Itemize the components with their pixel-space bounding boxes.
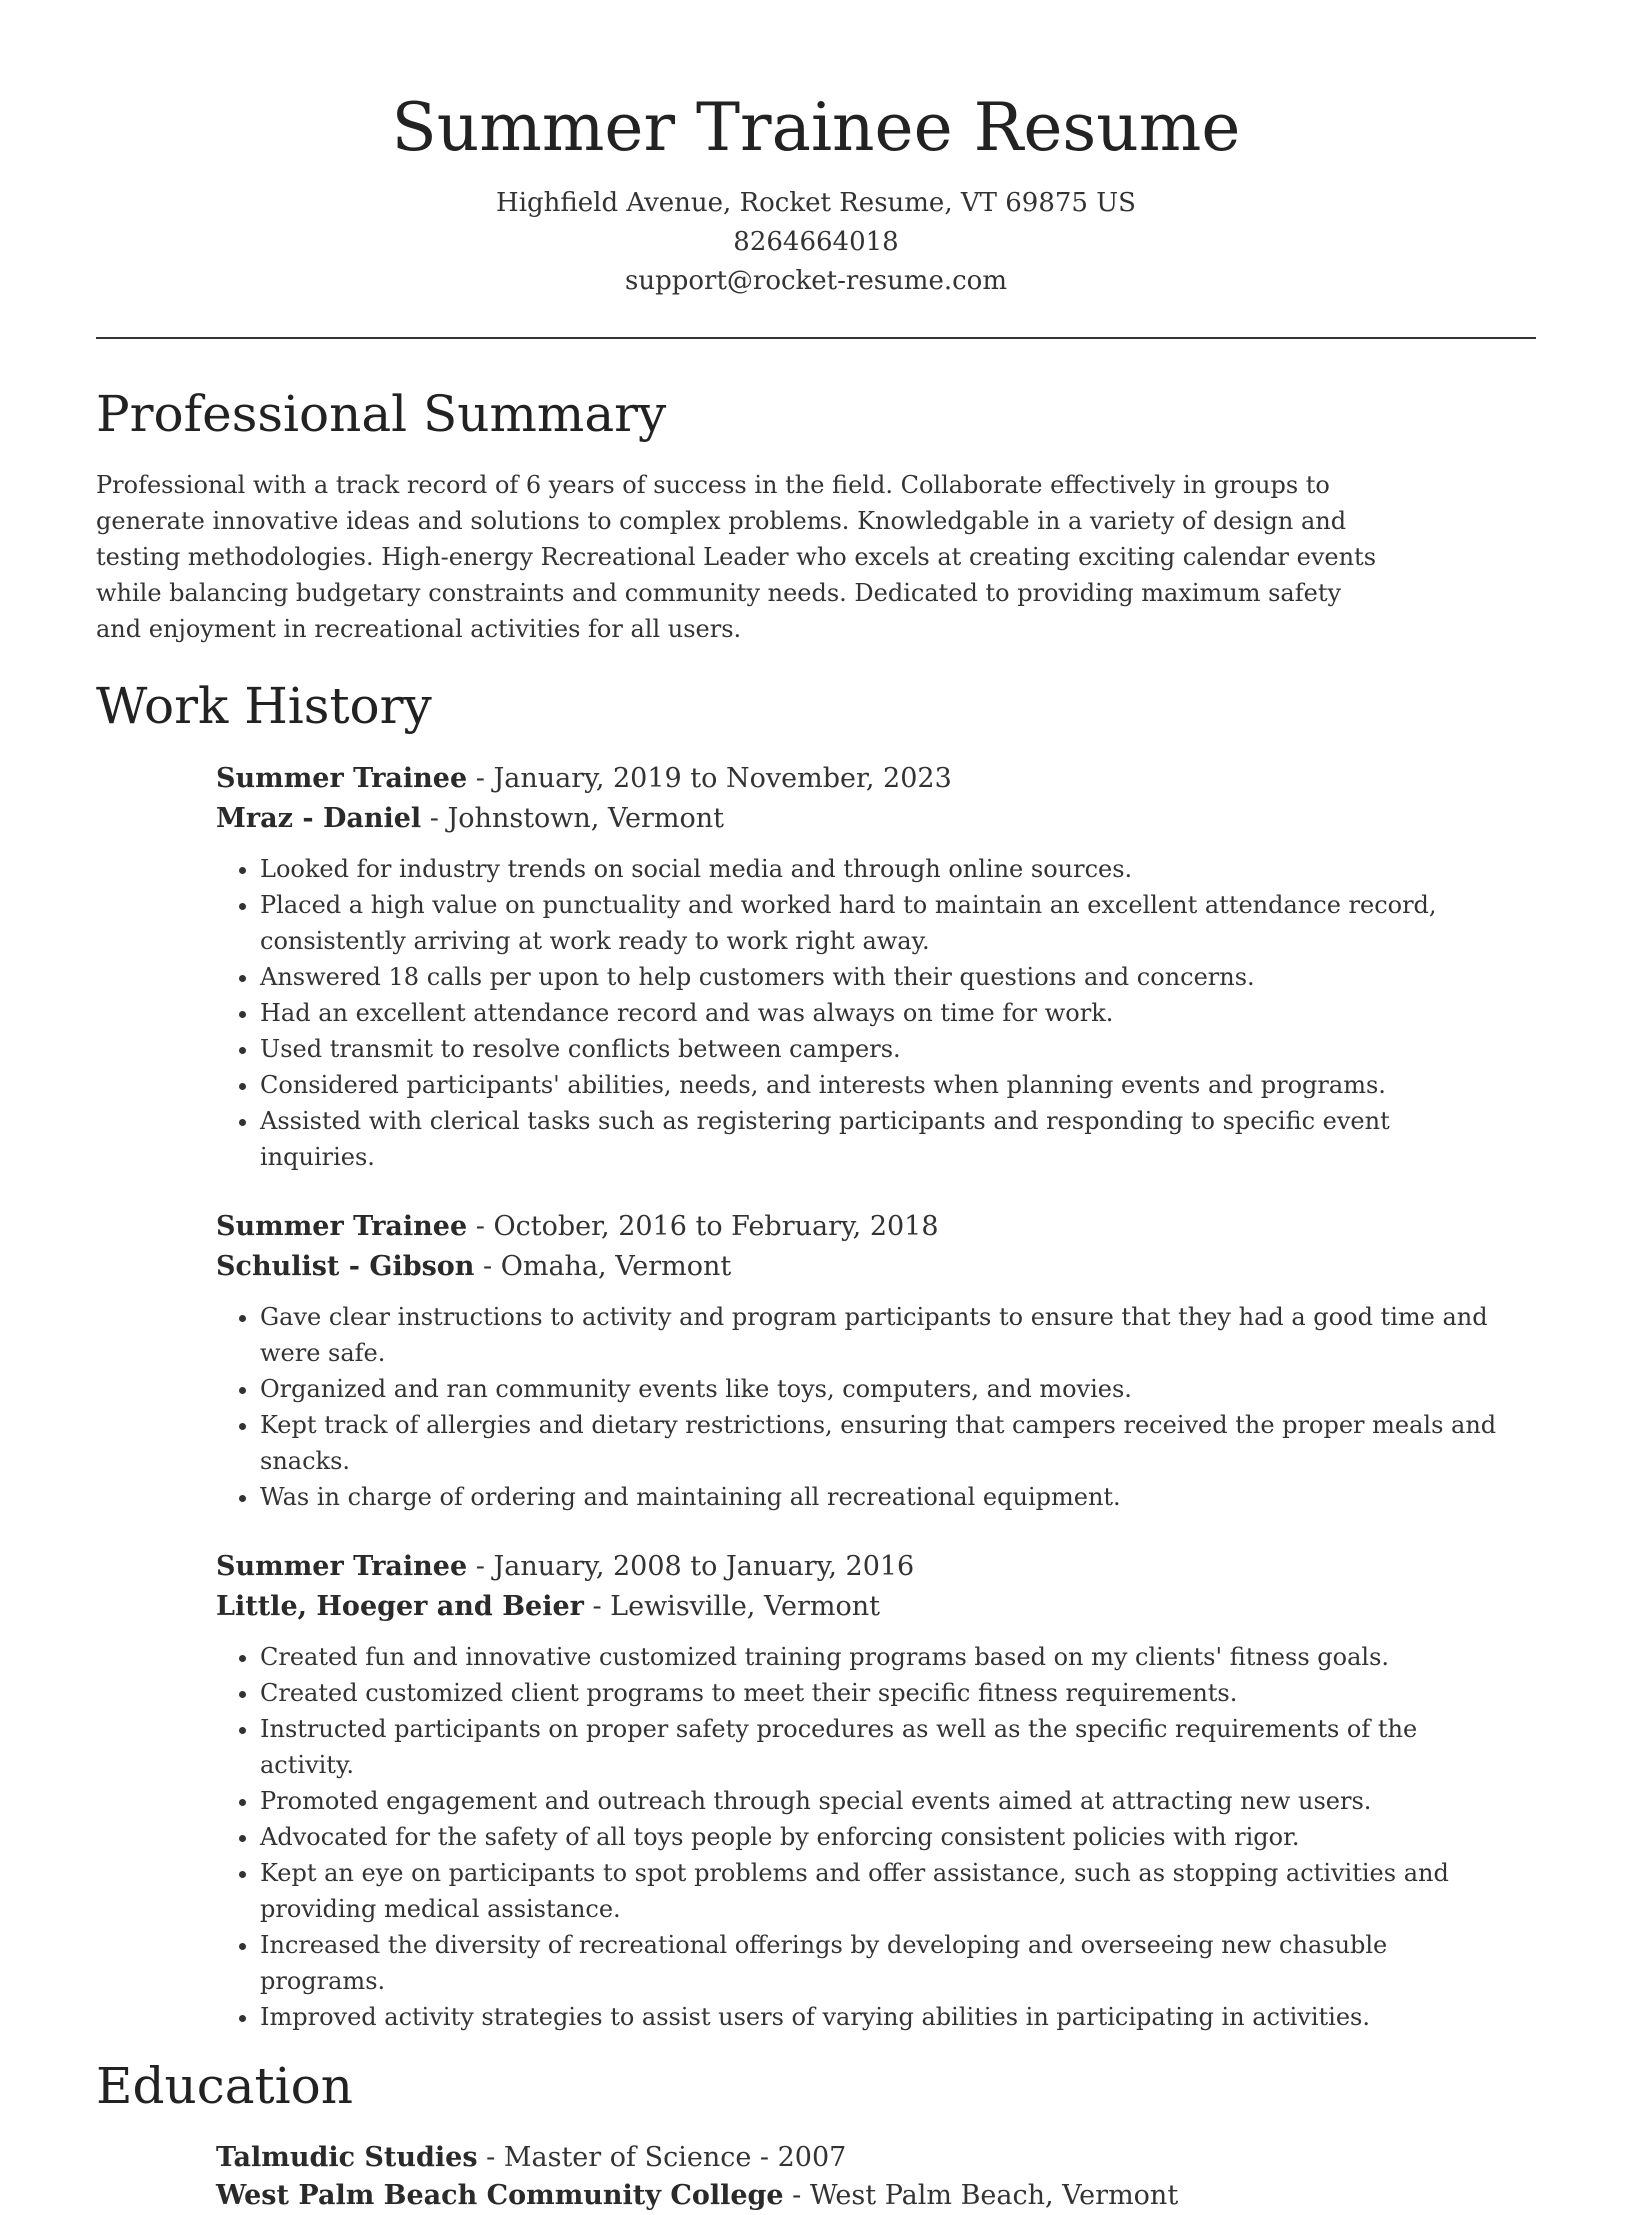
job-role: Summer Trainee bbox=[216, 763, 468, 794]
list-item: • Instructed participants on proper safety procedures as well as the specific requirements of the activity. bbox=[260, 1711, 1510, 1783]
section-title-summary: Professional Summary bbox=[96, 385, 667, 443]
list-item: • Used transmit to resolve conflicts between campers. bbox=[260, 1031, 1510, 1067]
list-item: • Was in charge of ordering and maintaining all recreational equipment. bbox=[260, 1479, 1510, 1515]
list-item: • Looked for industry trends on social media and through online sources. bbox=[260, 851, 1510, 887]
list-item: • Created customized client programs to meet their specific fitness requirements. bbox=[260, 1675, 1510, 1711]
job-location: - Lewisville, Vermont bbox=[583, 1591, 880, 1622]
resume-header bbox=[0, 0, 1632, 301]
section-title-work: Work History bbox=[96, 677, 432, 735]
job-bullets bbox=[216, 851, 1510, 1175]
summary-text: Professional with a track record of 6 years of success in the field. Collaborate effectively in groups to generate innovative ideas and solutions to complex problems. Knowledgable in a variety of design and testing methodologies. High-energy Recreational Leader who excels at creating exciting calendar events while balancing budgetary constraints and community needs. Dedicated to providing maximum safety and enjoyment in recreational activities for all users. bbox=[96, 471, 1377, 643]
list-item: • Advocated for the safety of all toys people by enforcing consistent policies with rigor. bbox=[260, 1819, 1510, 1855]
job-company: Mraz - Daniel bbox=[216, 803, 422, 834]
list-item: • Promoted engagement and outreach through special events aimed at attracting new users. bbox=[260, 1783, 1510, 1819]
list-item: • Organized and ran community events like toys, computers, and movies. bbox=[260, 1371, 1510, 1407]
header-divider bbox=[96, 337, 1536, 339]
list-item: • Improved activity strategies to assist users of varying abilities in participating in activities. bbox=[260, 1999, 1510, 2035]
job-title-line bbox=[216, 1547, 1536, 1587]
job-dates: - January, 2008 to January, 2016 bbox=[467, 1551, 915, 1582]
resume-title: Summer Trainee Resume bbox=[391, 89, 1241, 166]
school-name: West Palm Beach Community College bbox=[216, 2180, 784, 2211]
job-company-line bbox=[216, 1587, 1536, 1627]
job-dates: - January, 2019 to November, 2023 bbox=[467, 763, 952, 794]
degree-field: Talmudic Studies bbox=[216, 2142, 478, 2173]
job-location: - Omaha, Vermont bbox=[474, 1251, 732, 1282]
list-item: • Assisted with clerical tasks such as registering participants and responding to specific event inquiries. bbox=[260, 1103, 1510, 1175]
list-item: • Considered participants' abilities, needs, and interests when planning events and programs. bbox=[260, 1067, 1510, 1103]
education-entry bbox=[216, 2139, 1536, 2215]
work-history-section bbox=[96, 673, 1536, 2035]
school-location: - West Palm Beach, Vermont bbox=[783, 2180, 1179, 2211]
job-company: Schulist - Gibson bbox=[216, 1251, 475, 1282]
address: Highfield Avenue, Rocket Resume, VT 69875 US bbox=[496, 188, 1136, 218]
degree-details: - Master of Science - 2007 bbox=[477, 2142, 847, 2173]
list-item: • Gave clear instructions to activity and program participants to ensure that they had a good time and were safe. bbox=[260, 1299, 1510, 1371]
job-dates: - October, 2016 to February, 2018 bbox=[467, 1211, 939, 1242]
job-bullets bbox=[216, 1639, 1510, 2035]
job-company-line bbox=[216, 799, 1536, 839]
job-bullets bbox=[216, 1299, 1510, 1515]
job-title-line bbox=[216, 1207, 1536, 1247]
list-item: • Placed a high value on punctuality and worked hard to maintain an excellent attendance record, consistently arriving at work ready to work right away. bbox=[260, 887, 1510, 959]
job-role: Summer Trainee bbox=[216, 1551, 468, 1582]
job-title-line bbox=[216, 759, 1536, 799]
school-line bbox=[216, 2177, 1536, 2215]
list-item: • Kept an eye on participants to spot problems and offer assistance, such as stopping activities and providing medical assistance. bbox=[260, 1855, 1510, 1927]
professional-summary-section bbox=[96, 381, 1536, 647]
list-item: • Kept track of allergies and dietary restrictions, ensuring that campers received the proper meals and snacks. bbox=[260, 1407, 1510, 1479]
phone: 8264664018 bbox=[733, 227, 899, 257]
section-title-education: Education bbox=[96, 2057, 353, 2115]
list-item: • Had an excellent attendance record and was always on time for work. bbox=[260, 995, 1510, 1031]
email: support@rocket-resume.com bbox=[624, 266, 1007, 296]
job-entry bbox=[216, 759, 1536, 1175]
job-entry bbox=[216, 1547, 1536, 2035]
job-location: - Johnstown, Vermont bbox=[421, 803, 724, 834]
job-company-line bbox=[216, 1247, 1536, 1287]
list-item: • Answered 18 calls per upon to help customers with their questions and concerns. bbox=[260, 959, 1510, 995]
job-role: Summer Trainee bbox=[216, 1211, 468, 1242]
list-item: • Increased the diversity of recreational offerings by developing and overseeing new chasuble programs. bbox=[260, 1927, 1510, 1999]
list-item: • Created fun and innovative customized training programs based on my clients' fitness goals. bbox=[260, 1639, 1510, 1675]
job-company: Little, Hoeger and Beier bbox=[216, 1591, 584, 1622]
contact-block bbox=[0, 184, 1632, 301]
degree-line bbox=[216, 2139, 1536, 2177]
job-entry bbox=[216, 1207, 1536, 1515]
education-section bbox=[96, 2053, 1536, 2215]
